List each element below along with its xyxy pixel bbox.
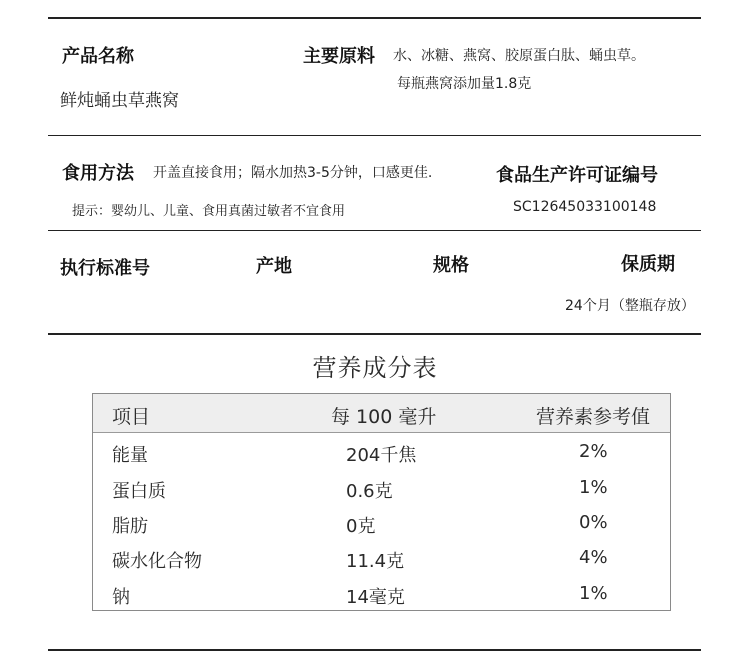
- row-nrv: 4%: [579, 547, 608, 568]
- ingredients-label: 主要原料: [303, 46, 375, 67]
- divider-2: [48, 230, 701, 231]
- standard-label: 执行标准号: [60, 258, 150, 279]
- product-name-value: 鲜炖蛹虫草燕窝: [60, 91, 179, 111]
- row-item: 能量: [112, 445, 148, 466]
- row-per-100ml: 14毫克: [346, 587, 405, 608]
- row-nrv: 1%: [579, 477, 608, 498]
- spec-label: 规格: [433, 255, 469, 276]
- divider-1: [48, 135, 701, 136]
- row-nrv: 0%: [579, 512, 608, 533]
- row-item: 碳水化合物: [112, 551, 202, 572]
- row-per-100ml: 204千焦: [346, 445, 417, 466]
- row-item: 蛋白质: [112, 481, 166, 502]
- header-nrv: 营养素参考值: [536, 406, 651, 428]
- usage-tip: 提示：婴幼儿、儿童、食用真菌过敏者不宜食用: [72, 204, 346, 219]
- ingredients-note: 每瓶燕窝添加量1.8克: [397, 76, 532, 92]
- divider-3: [48, 333, 701, 335]
- top-rule: [48, 17, 701, 19]
- row-item: 脂肪: [112, 516, 148, 537]
- shelf-life-label: 保质期: [621, 254, 675, 275]
- origin-label: 产地: [256, 256, 292, 277]
- nutrition-table-header: [93, 394, 670, 433]
- row-nrv: 1%: [579, 583, 608, 604]
- nutrition-title: 营养成分表: [312, 354, 438, 382]
- bottom-rule: [48, 649, 701, 651]
- usage-label: 食用方法: [62, 163, 134, 184]
- ingredients-value: 水、冰糖、燕窝、胶原蛋白肽、蛹虫草。: [393, 48, 645, 64]
- row-nrv: 2%: [579, 441, 608, 462]
- nutrition-table: [92, 393, 671, 611]
- product-name-label: 产品名称: [62, 46, 134, 67]
- row-item: 钠: [112, 587, 130, 608]
- row-per-100ml: 11.4克: [346, 551, 405, 572]
- row-per-100ml: 0.6克: [346, 481, 393, 502]
- usage-value: 开盖直接食用；隔水加热3-5分钟，口感更佳.: [153, 165, 433, 181]
- header-item: 项目: [112, 406, 151, 428]
- license-label: 食品生产许可证编号: [496, 165, 658, 186]
- header-per-100ml: 每 100 毫升: [331, 406, 437, 428]
- shelf-life-value: 24个月（整瓶存放）: [565, 298, 695, 314]
- row-per-100ml: 0克: [346, 516, 376, 537]
- license-value: SC12645033100148: [513, 199, 657, 215]
